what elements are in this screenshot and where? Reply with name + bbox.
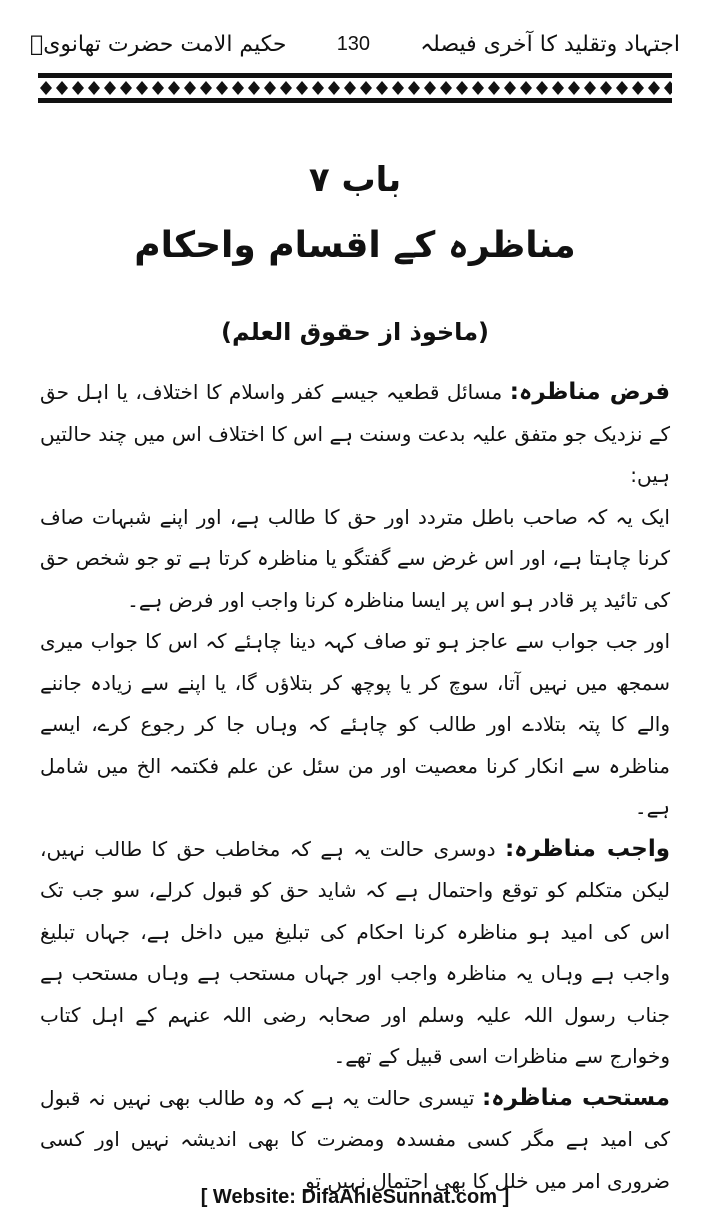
chapter-number: باب ۷ [308, 160, 402, 200]
page-number: 130 [336, 32, 371, 55]
wajib-label: واجب مناظرہ: [504, 835, 671, 862]
fard-intro: مسائل قطعیہ جیسے کفر واسلام کا اختلاف، یا اہل حق کے نزدیک جو متفق علیہ بدعت وسنت ہے اس کا اختلاف اس میں چند حالتیں ہیں: [40, 380, 670, 487]
author-name: حکیم الامت حضرت تھانویؒ [30, 31, 287, 57]
chapter-heading: مناظرہ کے اقسام واحکام [134, 225, 576, 266]
mustahab-label: مستحب مناظرہ: [481, 1084, 670, 1111]
paragraph: اور جب جواب سے عاجز ہو تو صاف کہہ دینا چاہئے کہ اس کا جواب میری سمجھ میں نہیں آتا، سوچ کر یا پوچھ کر بتلاؤں گا، یا اپنے سے زیادہ جاننے والے کا پتہ بتلادے اور طالب کو چاہئے کہ وہاں جا کر رجوع کرے، ایسے مناظرہ سے انکار کرنا معصیت اور من سئل عن علم فکتمہ الخ میں شامل ہے۔ [40, 629, 670, 819]
book-title: اجتہاد وتقلید کا آخری فیصلہ [420, 31, 680, 57]
mustahab-paragraph [40, 1078, 670, 1203]
chapter-title-block [0, 150, 710, 278]
source-note: (ماخوذ از حقوق العلم) [220, 318, 490, 346]
website-footer: [ Website: DifaAhleSunnat.com ] [200, 1186, 510, 1208]
running-header [30, 22, 680, 66]
decorative-border [38, 73, 672, 103]
body-text [40, 372, 670, 1202]
fard-paragraph [40, 372, 670, 497]
wajib-text: دوسری حالت یہ ہے کہ مخاطب حق کا طالب نہیں، لیکن متکلم کو توقع واحتمال ہے کہ شاید حق کو قبول کرلے، سو جب تک اس کی امید ہو مناظرہ کرنا احکام کی تبلیغ میں داخل ہے، جہاں تبلیغ واجب ہے وہاں یہ مناظرہ واجب اور جہاں مستحب ہے وہاں مستحب ہے جناب رسول اللہ علیہ وسلم اور صحابہ رضی اللہ عنہم کے اہل کتاب وخوارج سے مناظرات اسی قبیل کے تھے۔ [40, 836, 670, 1068]
fard-label: فرض مناظرہ: [509, 379, 671, 405]
paragraph: ایک یہ کہ صاحب باطل متردد اور حق کا طالب ہے، اور اپنے شبہات صاف کرنا چاہتا ہے، اور اس غرض سے گفتگو یا مناظرہ کرتا ہے تو جو شخص حق کی تائید پر قادر ہو اس پر ایسا مناظرہ کرنا واجب اور فرض ہے۔ [40, 504, 670, 612]
mustahab-text: تیسری حالت یہ ہے کہ وہ طالب بھی نہیں نہ قبول کی امید ہے مگر کسی مفسدہ ومضرت کا بھی اندیشہ نہیں اور کسی ضروری امر میں خلل کا بھی احتمال نہیں تو [40, 1085, 670, 1193]
wajib-paragraph [40, 829, 670, 1078]
